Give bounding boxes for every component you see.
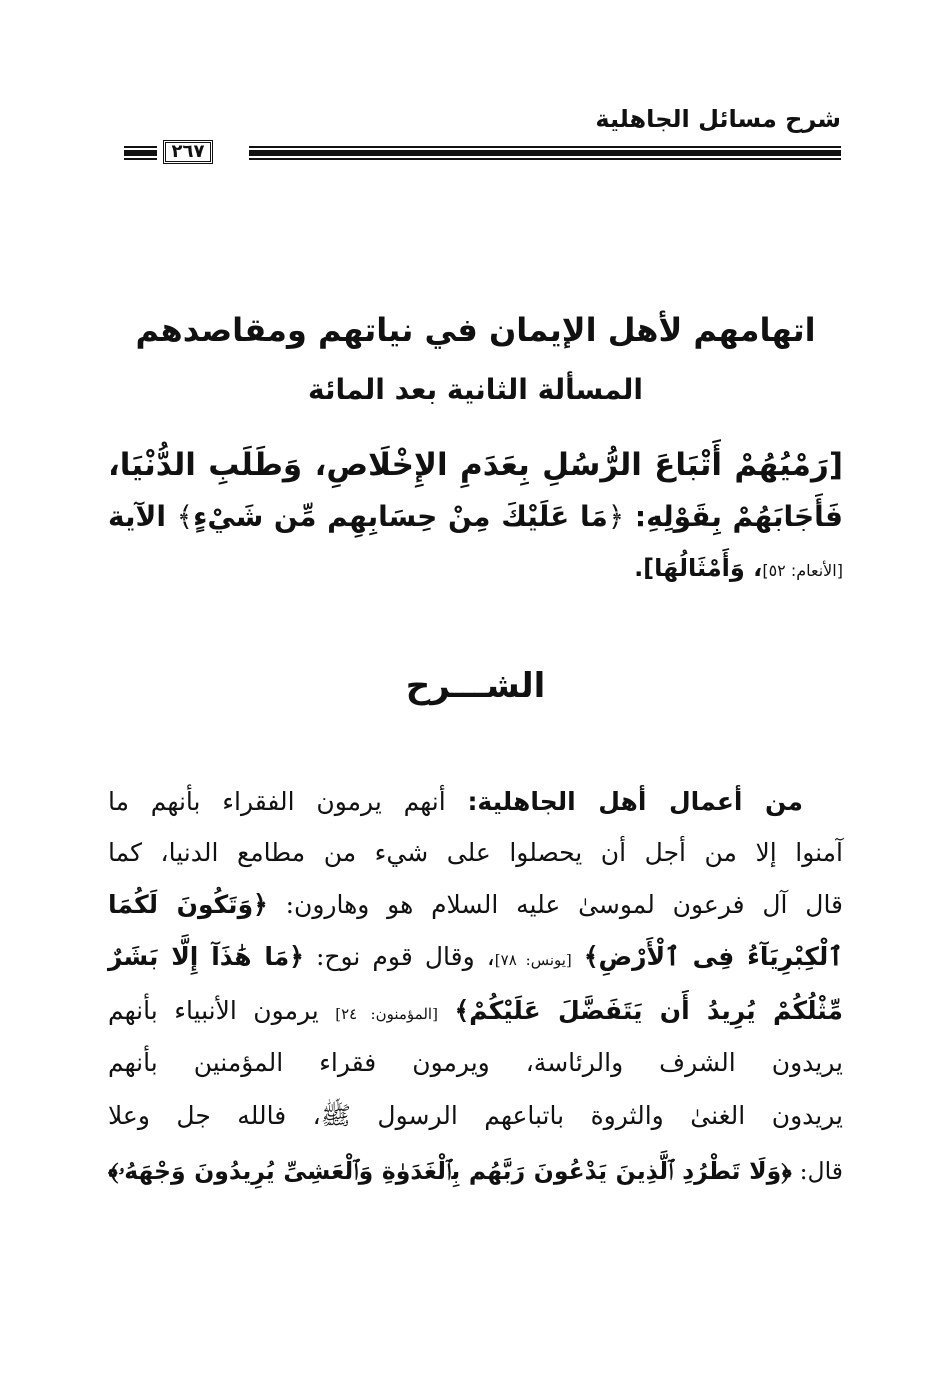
body-text: ، وقال قوم نوح: xyxy=(315,942,495,971)
chapter-title: اتهامهم لأهل الإيمان في نياتهم ومقاصدهم xyxy=(135,311,816,349)
body-line-6: يريدون الشرف والرئاسة، ويرمون فقراء المؤمنين بأنهم xyxy=(108,1048,843,1077)
matn-line-1: [رَمْيُهُمْ أَتْبَاعَ الرُّسُلِ بِعَدَمِ الإِخْلَاصِ، وَطَلَبِ الدُّنْيَا، xyxy=(108,447,843,483)
body-text: أنهم يرمون الفقراء بأنهم ما xyxy=(108,787,446,816)
matn-line-2 xyxy=(108,490,843,544)
body-text: يرمون الأنبياء بأنهم xyxy=(108,996,319,1025)
matn-intro: فَأَجَابَهُمْ بِقَوْلِهِ: xyxy=(634,500,844,533)
matn-reference: [الأنعام: ٥٢] xyxy=(762,561,843,580)
matn-line-3 xyxy=(108,550,843,589)
brace-close-icon: ﴾ xyxy=(176,500,194,533)
verse-reference: [يونس: ٧٨] xyxy=(494,951,572,969)
body-line-3 xyxy=(108,882,843,928)
matn-verse: مَا عَلَيْكَ مِنْ حِسَابِهِم مِّن شَيْءٍ xyxy=(193,500,608,533)
issue-subtitle: المسألة الثانية بعد المائة xyxy=(308,373,643,406)
page-number: ٢٦٧ xyxy=(163,140,213,164)
body-text: قال آل فرعون لموسىٰ عليه السلام هو وهارون: xyxy=(285,890,844,919)
lead-phrase: من أعمال أهل الجاهلية: xyxy=(467,787,803,816)
body-line-4 xyxy=(108,934,843,983)
commentary-heading: الشـــرح xyxy=(405,666,546,706)
matn-verse-suffix: الآية xyxy=(108,500,166,533)
body-line-8 xyxy=(108,1148,843,1194)
body-line-2: آمنوا إلا من أجل أن يحصلوا على شيء من مطامع الدنيا، كما xyxy=(108,838,843,867)
body-line-7: يريدون الغنىٰ والثروة باتباعهم الرسول ﷺ، فالله جل وعلا xyxy=(108,1101,843,1130)
body-text: قال: xyxy=(799,1157,843,1185)
body-line-1 xyxy=(108,779,803,825)
verse-reference: [المؤمنون: ٢٤] xyxy=(335,1005,438,1023)
quran-verse: ﴿وَلَا تَطْرُدِ ٱلَّذِينَ يَدْعُونَ رَبَّهُم بِٱلْغَدَوٰةِ وَٱلْعَشِىِّ يُرِيدُونَ وَجْهَهُۥ﴾ xyxy=(108,1157,792,1185)
quran-verse: مِّثْلُكُمْ يُرِيدُ أَن يَتَفَضَّلَ عَلَيْكُمْ﴾ xyxy=(454,996,843,1025)
matn-closing: ، وَأَمْثَالُهَا]. xyxy=(634,554,763,582)
body-line-5 xyxy=(108,988,843,1037)
quran-verse: ﴿مَا هَٰذَآ إِلَّا بَشَرٌ xyxy=(108,942,304,971)
running-title: شرح مسائل الجاهلية xyxy=(595,105,841,133)
quran-verse: ٱلْكِبْرِيَآءُ فِى ٱلْأَرْضِ﴾ xyxy=(583,942,843,971)
brace-open-icon: ﴿ xyxy=(607,500,625,533)
header-rule-left xyxy=(124,146,157,160)
header-rule-right xyxy=(249,146,841,160)
quran-verse: ﴿وَتَكُونَ لَكُمَا xyxy=(108,890,268,919)
